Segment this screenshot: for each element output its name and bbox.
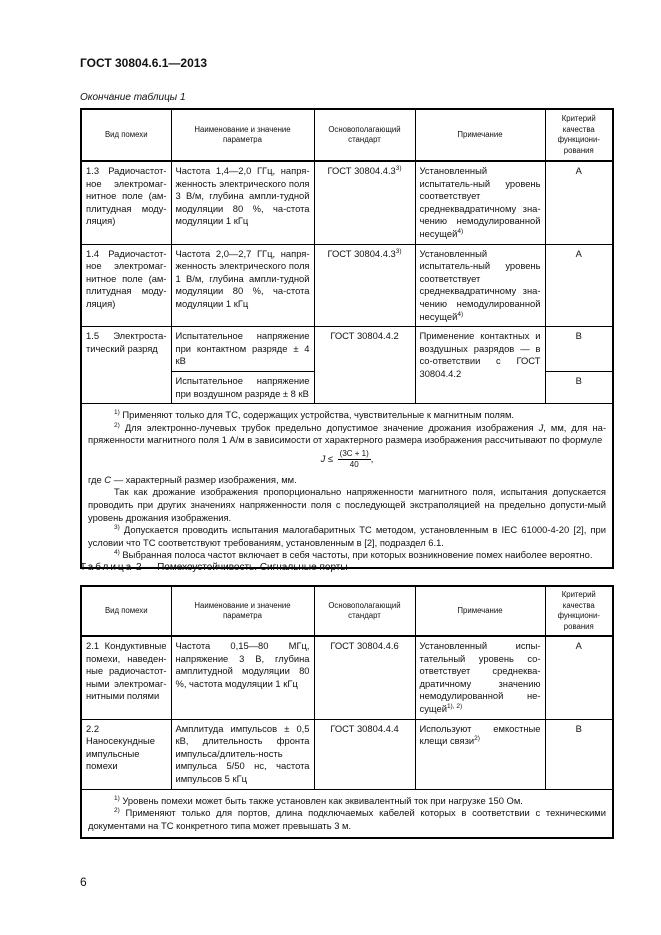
cell-standard: ГОСТ 30804.4.6 (314, 636, 415, 719)
footnote-text: Уровень помехи может быть также установлен как эквивалентный ток при нагрузке 150 Ом. (122, 794, 523, 806)
where-text: где (88, 473, 102, 485)
table-row (81, 327, 613, 372)
table-row (81, 161, 613, 244)
footnote-ref: 3) (395, 164, 402, 172)
cell-note: Применение контактных и воздушных разрядов — в со-ответствии с ГОСТ 30804.4.2 (415, 327, 545, 404)
note-text: Используют емкостные клещи связи (419, 722, 541, 747)
page-number: 6 (80, 875, 87, 889)
formula (88, 449, 606, 470)
where-text: — характерный размер изображения, мм. (113, 473, 297, 485)
formula-denominator: 40 (349, 459, 359, 469)
col-header-note: Примечание (415, 586, 545, 636)
cell-type: 1.3 Радиочастот-ное электромаг-нитное поле (ам-плитудная моду-ляция) (81, 161, 171, 244)
footnote-1 (88, 409, 606, 422)
table1-caption: Окончание таблицы 1 (80, 92, 186, 103)
standard-text: ГОСТ 30804.4.3 (327, 165, 396, 176)
cell-criterion: А (545, 636, 613, 719)
cell-type: 1.5 Электроста-тический разряд (81, 327, 171, 404)
footnote-mark: 1) (114, 794, 120, 802)
table1 (80, 108, 614, 569)
footnote-ref: 4) (457, 310, 464, 318)
variable: C (104, 473, 112, 485)
footnote-text: Для электронно-лучевых трубок предельно допустимое значение дрожания изображения (124, 421, 534, 433)
cell-standard (314, 161, 415, 244)
footnote-mark: 4) (114, 549, 120, 557)
formula-lhs: J ≤ (320, 452, 334, 464)
footnote-text: , мм, для на-пряженности магнитного поля 1 А/м в зависимости от характерного размера изображения рассчитывают по формуле (88, 421, 606, 446)
caption-text: 2 — Помехоустойчивость. Сигнальные порты (136, 562, 348, 573)
cell-note (415, 636, 545, 719)
formula-fraction (338, 449, 371, 470)
footnote-ref: 4) (457, 227, 464, 235)
caption-label: Таблица (80, 562, 134, 573)
footnote-2 (88, 807, 606, 832)
variable: J (538, 421, 544, 433)
table2-footnotes (81, 789, 613, 838)
cell-note (415, 244, 545, 327)
cell-note (415, 719, 545, 789)
col-header-standard: Основополагающий стандарт (314, 109, 415, 161)
formula-where (88, 474, 606, 487)
table2-caption (80, 562, 348, 573)
footnote-mark: 1) (114, 408, 120, 416)
cell-type: 2.2 Наносекундные импульсные помехи (81, 719, 171, 789)
table-row (81, 244, 613, 327)
cell-param: Амплитуда импульсов ± 0,5 кВ, длительность фронта импульса/длитель-ность импульса 5/50 нс, частота импульсов 5 кГц (171, 719, 314, 789)
cell-note (415, 161, 545, 244)
footnote-mark: 2) (114, 421, 120, 429)
cell-standard (314, 244, 415, 327)
footnote-paragraph: Так как дрожание изображения пропорционально напряженности магнитного поля, испытания допускается проводить при других значениях напряженности поля с последующей экстраполяцией на предельно допусти-мый уровень дрожания изображения. (88, 486, 606, 523)
cell-type: 1.4 Радиочастот-ное электромаг-нитное поле (ам-плитудная моду-ляция) (81, 244, 171, 327)
cell-param: Испытательное напряжение при воздушном разряде ± 8 кВ (171, 371, 314, 403)
footnote-2 (88, 422, 606, 447)
col-header-criterion: Критерий качества функциони-рования (545, 586, 613, 636)
col-header-criterion: Критерий качества функциони-рования (545, 109, 613, 161)
table-notes-row (81, 404, 613, 568)
col-header-standard: Основополагающий стандарт (314, 586, 415, 636)
footnote-ref: 3) (395, 247, 402, 255)
footnote-text: Применяют только для ТС, содержащих устройства, чувствительные к магнитным полям. (122, 409, 515, 421)
table2 (80, 585, 614, 839)
col-header-param: Наименование и значение параметра (171, 586, 314, 636)
cell-criterion: А (545, 244, 613, 327)
formula-tail: , (370, 452, 374, 464)
table-row (81, 719, 613, 789)
col-header-param: Наименование и значение параметра (171, 109, 314, 161)
footnote-ref: 2) (474, 735, 480, 743)
footnote-mark: 2) (114, 807, 120, 814)
footnote-4 (88, 549, 606, 562)
footnote-mark: 3) (114, 524, 120, 532)
cell-criterion: А (545, 161, 613, 244)
note-text: Установленный испы-тательный уровень со-ответствует среднеква-дратичному значению немодулированной не-сущей (419, 640, 541, 714)
footnote-3 (88, 524, 606, 549)
formula-numerator: (3C + 1) (339, 448, 369, 458)
cell-param: Частота 1,4—2,0 ГГц, напря-женность электрического поля 3 В/м, глубина ампли-тудной модуляции 80 %, ча-стота модуляции 1 кГц (171, 161, 314, 244)
footnote-text: Выбранная полоса частот включает в себя частоты, при которых возникновение помех наиболее вероятно. (122, 549, 593, 561)
cell-standard: ГОСТ 30804.4.4 (314, 719, 415, 789)
cell-param: Частота 2,0—2,7 ГГц, напря-женность электрического поля 1 В/м, глубина ампли-тудной модуляции 80 %, ча-стота модуляции 1 кГц (171, 244, 314, 327)
note-text: Установленный испытатель-ный уровень соответствует среднеквадратичному зна-чению немодулированной несущей (419, 247, 541, 322)
cell-param: Частота 0,15—80 МГц, напряжение 3 В, глубина амплитудной модуляции 80 %, частота модуляции 1 кГц (171, 636, 314, 719)
cell-type: 2.1 Кондуктивные помехи, наведен-ные радиочастот-ными электромаг-нитными полями (81, 636, 171, 719)
note-text: Установленный испытатель-ный уровень соответствует среднеквадратичному зна-чению немодулированной несущей (419, 165, 541, 239)
table1-footnotes (81, 404, 613, 568)
standard-text: ГОСТ 30804.4.3 (327, 247, 396, 259)
cell-criterion: В (545, 719, 613, 789)
cell-criterion: В (545, 327, 613, 372)
col-header-note: Примечание (415, 109, 545, 161)
footnote-ref: 1), 2) (446, 702, 463, 710)
footnote-1 (88, 795, 606, 808)
cell-standard: ГОСТ 30804.4.2 (314, 327, 415, 404)
document-header: ГОСТ 30804.6.1—2013 (80, 56, 208, 70)
footnote-text: Применяют только для портов, длина подключаемых кабелей которых в соответствии с техническими документами на ТС конкретного типа может превышать 3 м. (88, 807, 606, 831)
table-notes-row (81, 789, 613, 838)
cell-param: Испытательное напряжение при контактном разряде ± 4 кВ (171, 327, 314, 372)
footnote-text: Допускается проводить испытания малогабаритных ТС методом, установленным в IEC 61000-4-20 [2], при условии что ТС соответствуют требованиям, установленным в [2], подраздел 6.1. (88, 524, 607, 548)
col-header-type: Вид помехи (81, 586, 171, 636)
cell-criterion: В (545, 371, 613, 403)
col-header-type: Вид помехи (81, 109, 171, 161)
table-row (81, 636, 613, 719)
